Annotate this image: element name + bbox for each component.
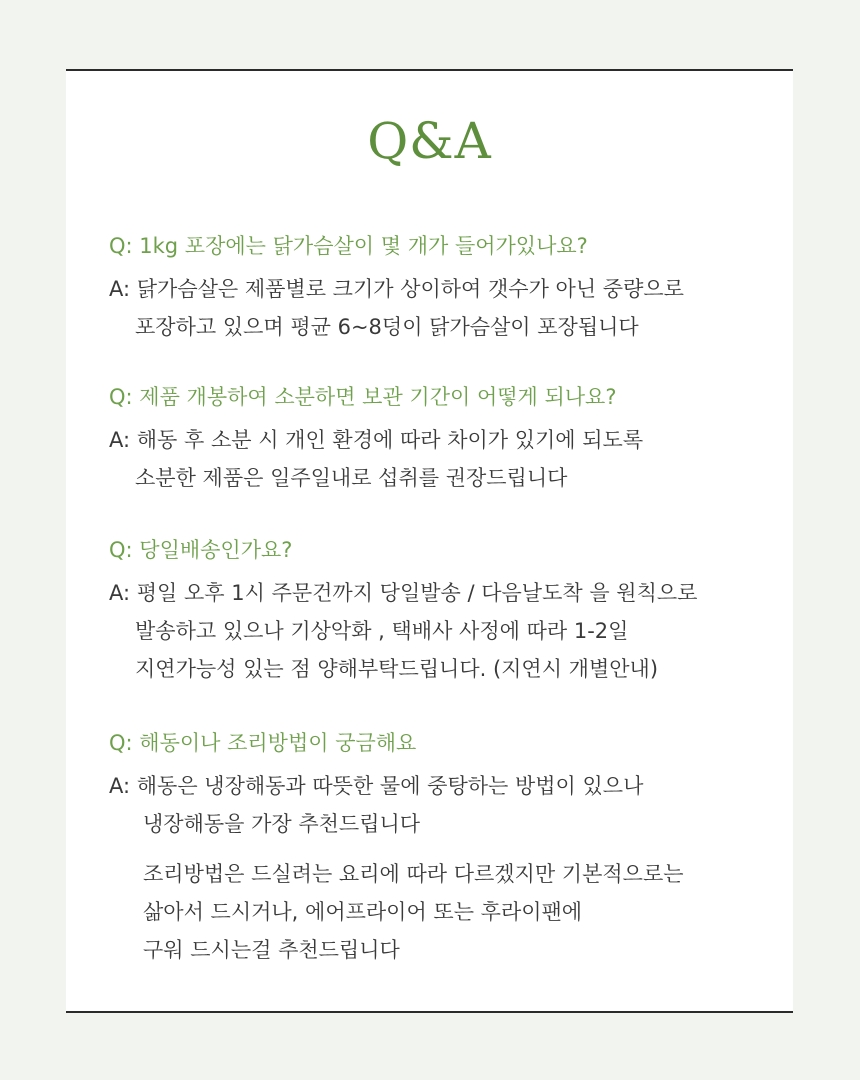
answer-line: 발송하고 있으나 기상악화 , 택배사 사정에 따라 1-2일 xyxy=(135,619,629,643)
question-3: Q: 당일배송인가요? xyxy=(109,538,293,562)
question-2: Q: 제품 개봉하여 소분하면 보관 기간이 어떻게 되나요? xyxy=(109,385,617,409)
answer-2 xyxy=(109,421,769,497)
paragraph-line: 조리방법은 드실려는 요리에 따라 다르겠지만 기본적으로는 xyxy=(143,862,684,886)
question-4: Q: 해동이나 조리방법이 궁금해요 xyxy=(109,731,417,755)
qa-item-1 xyxy=(109,231,769,346)
answer-line: A: 닭가슴살은 제품별로 크기가 상이하여 갯수가 아닌 중량으로 xyxy=(109,277,684,301)
qa-item-4 xyxy=(109,728,769,969)
page-title: Q&A xyxy=(367,112,492,170)
answer-1 xyxy=(109,270,769,346)
answer-line: A: 해동은 냉장해동과 따뜻한 물에 중탕하는 방법이 있으나 xyxy=(109,774,644,798)
answer-line: 소분한 제품은 일주일내로 섭취를 권장드립니다 xyxy=(135,466,568,490)
question-1: Q: 1kg 포장에는 닭가슴살이 몇 개가 들어가있나요? xyxy=(109,234,588,258)
qa-card xyxy=(66,69,793,1013)
answer-line: 냉장해동을 가장 추천드립니다 xyxy=(143,812,421,836)
answer-line: A: 평일 오후 1시 주문건까지 당일발송 / 다음날도착 을 원칙으로 xyxy=(109,581,698,605)
paragraph-line: 삶아서 드시거나, 에어프라이어 또는 후라이팬에 xyxy=(143,900,583,924)
paragraph-line: 구워 드시는걸 추천드립니다 xyxy=(143,938,400,962)
cooking-paragraph xyxy=(109,855,769,969)
qa-item-2 xyxy=(109,382,769,497)
answer-4 xyxy=(109,767,769,843)
qa-item-3 xyxy=(109,535,769,688)
answer-line: A: 해동 후 소분 시 개인 환경에 따라 차이가 있기에 되도록 xyxy=(109,428,644,452)
answer-line: 포장하고 있으며 평균 6~8덩이 닭가슴살이 포장됩니다 xyxy=(135,315,639,339)
answer-line: 지연가능성 있는 점 양해부탁드립니다. (지연시 개별안내) xyxy=(135,657,659,681)
answer-3 xyxy=(109,574,769,688)
